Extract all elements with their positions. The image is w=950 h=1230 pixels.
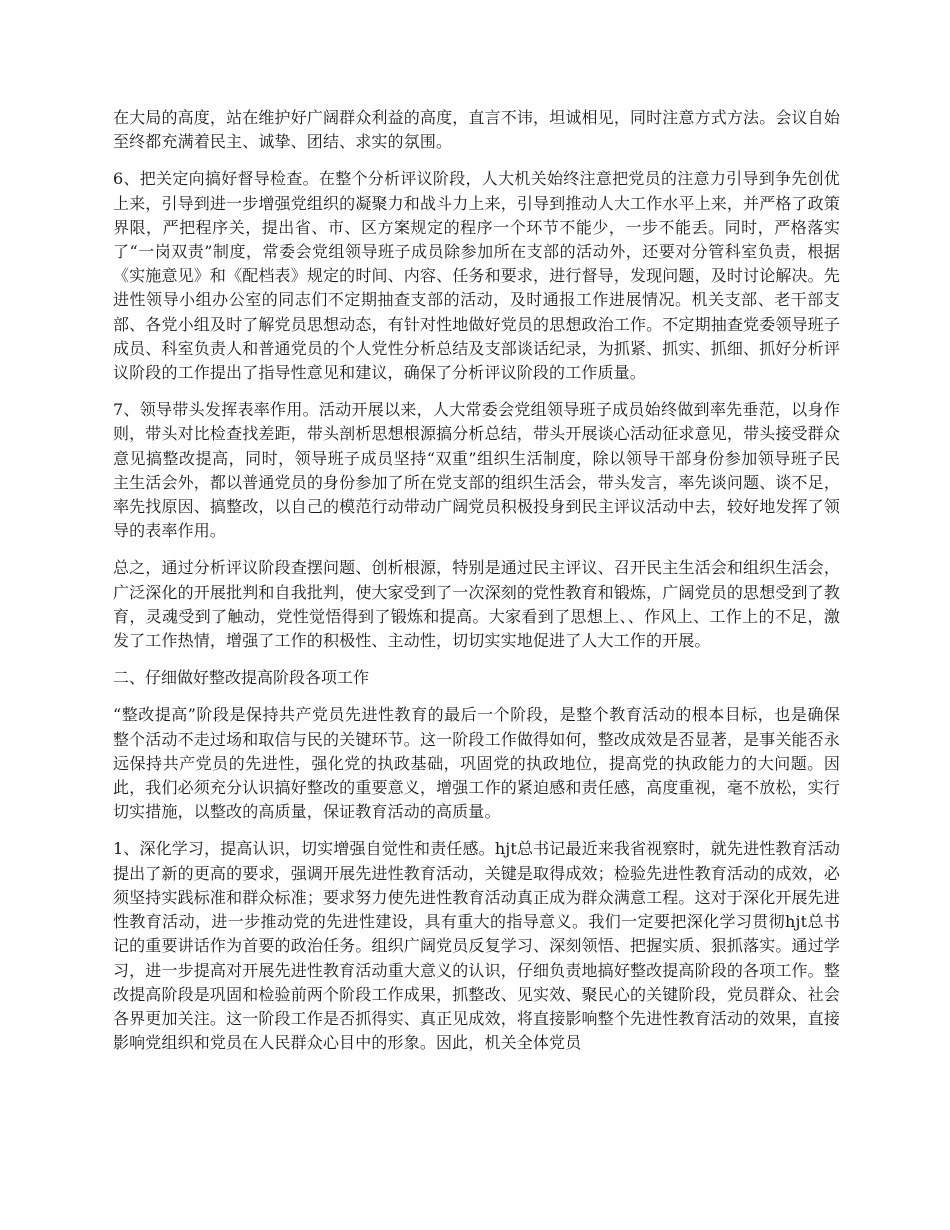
document-page [113, 106, 840, 1068]
paragraph-item-1-study: 1、深化学习，提高认识，切实增强自觉性和责任感。hjt总书记最近来我省视察时，就先进性教育活动提出了新的更高的要求，强调开展先进性教育活动，关键是取得成效；检验先进性教育活动的成效，必须坚持实践标准和群众标准；要求努力使先进性教育活动真正成为群众满意工程。这对于深化开展先进性教育活动，进一步推动党的先进性建设，具有重大的指导意义。我们一定要把深化学习贯彻hjt总书记的重要讲话作为首要的政治任务。组织广阔党员反复学习、深刻领悟、把握实质、狠抓落实。通过学习，进一步提高对开展先进性教育活动重大意义的认识，仔细负责地搞好整改提高阶段的各项工作。整改提高阶段是巩固和检验前两个阶段工作成果，抓整改、见实效、聚民心的关键阶段，党员群众、社会各界更加关注。这一阶段工作是否抓得实、真正见成效，将直接影响整个先进性教育活动的效果，直接影响党组织和党员在人民群众心目中的形象。因此，机关全体党员 [113, 839, 840, 1053]
paragraph-item-6-supervision: 6、把关定向搞好督导检查。在整个分析评议阶段，人大机关始终注意把党员的注意力引导到争先创优上来，引导到进一步增强党组织的凝聚力和战斗力上来，引导到推动人大工作水平上来，并严格了政策界限，严把程序关，提出省、市、区方案规定的程序一个环节不能少，一步不能丢。同时，严格落实了“一岗双责”制度，常委会党组领导班子成员除参加所在支部的活动外，还要对分管科室负责，根据《实施意见》和《配档表》规定的时间、内容、任务和要求，进行督导，发现问题，及时讨论解决。先进性领导小组办公室的同志们不定期抽查支部的活动，及时通报工作进展情况。机关支部、老干部支部、各党小组及时了解党员思想动态，有针对性地做好党员的思想政治工作。不定期抽查党委领导班子成员、科室负责人和普通党员的个人党性分析总结及支部谈话纪录，为抓紧、抓实、抓细、抓好分析评议阶段的工作提出了指导性意见和建议，确保了分析评议阶段的工作质量。 [113, 169, 840, 383]
paragraph-item-7-leadership: 7、领导带头发挥表率作用。活动开展以来，人大常委会党组领导班子成员始终做到率先垂范，以身作则，带头对比检查找差距，带头剖析思想根源搞分析总结，带头开展谈心活动征求意见，带头接受群众意见搞整改提高，同时，领导班子成员坚持“双重”组织生活制度，除以领导干部身份参加领导班子民主生活会外，都以普通党员的身份参加了所在党支部的组织生活会，带头发言，率先谈问题、谈不足，率先找原因、搞整改，以自己的模范行动带动广阔党员积极投身到民主评议活动中去，较好地发挥了领导的表率作用。 [113, 400, 840, 541]
paragraph-meeting-atmosphere: 在大局的高度，站在维护好广阔群众利益的高度，直言不讳，坦诚相见，同时注意方式方法。会议自始至终都充满着民主、诚挚、团结、求实的氛围。 [113, 108, 840, 152]
section-heading: 二、仔细做好整改提高阶段各项工作 [113, 668, 370, 688]
paragraph-summary: 总之，通过分析评议阶段查摆问题、创析根源，特别是通过民主评议、召开民主生活会和组织生活会，广泛深化的开展批判和自我批判，使大家受到了一次深刻的党性教育和锻炼，广阔党员的思想受到了教育，灵魂受到了触动，党性觉悟得到了锻炼和提高。大家看到了思想上、、作风上、工作上的不足，激发了工作热情，增强了工作的积极性、主动性，切切实实地促进了人大工作的开展。 [113, 558, 840, 651]
paragraph-rectification-intro: “整改提高”阶段是保持共产党员先进性教育的最后一个阶段，是整个教育活动的根本目标，也是确保整个活动不走过场和取信与民的关键环节。这一阶段工作做得如何，整改成效是否显著，是事关能否永远保持共产党员的先进性，强化党的执政基础，巩固党的执政地位，提高党的执政能力的大问题。因此，我们必须充分认识搞好整改的重要意义，增强工作的紧迫感和责任感，高度重视，毫不放松，实行切实措施，以整改的高质量，保证教育活动的高质量。 [113, 705, 840, 822]
